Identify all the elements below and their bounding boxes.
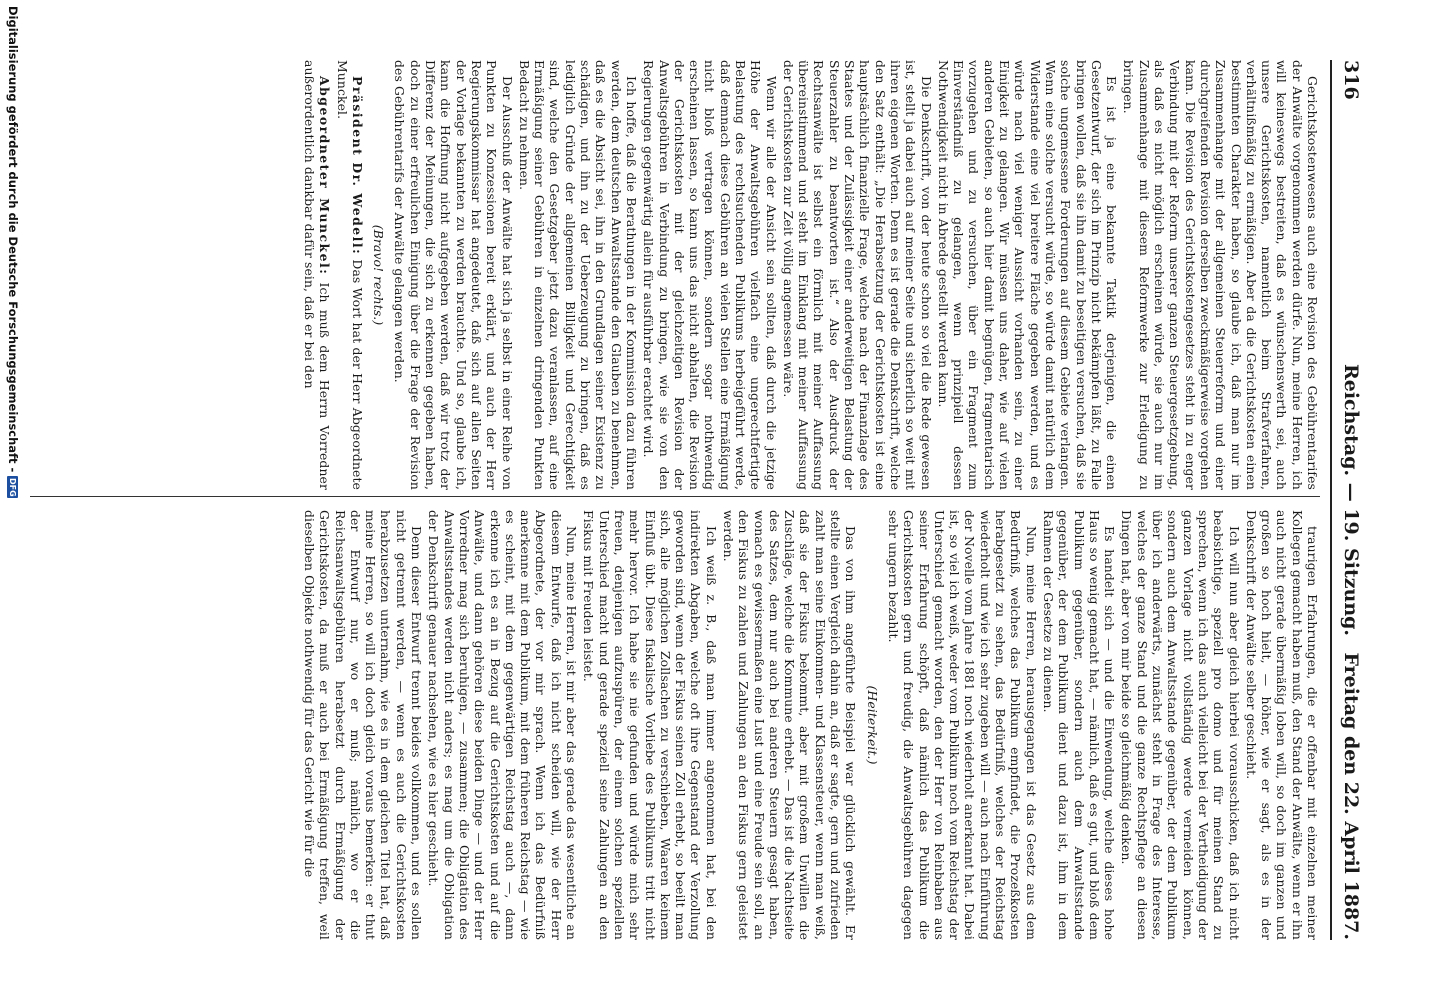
- speaker-paragraph: [334, 60, 365, 490]
- paragraph: Nun, meine Herren, herausgegangen ist das Gesetz aus dem Bedürfniß, welches das Publikum empfindet, die Prozeßkosten herabgesetzt zu sehen, das Bedürfniß, welches der Reichstag wiederholt und wie ich sehr zugeben will — auch nach Einführung der Novelle vom Jahre 1881 noch wiederholt anerkannt hat. Dabei ist, so viel ich weiß, weder vom Publikum noch vom Reichstag der Unterschied gemacht worden, den der Herr von Reinbaben aus seiner Erfahrung schöpft, daß nämlich das Publikum die Gerichtskosten gern und freudig, die Anwaltsgebühren dagegen sehr ungern bezahlt.: [885, 510, 1039, 940]
- paragraph: Wenn wir alle der Ansicht sein sollten, daß durch die jetzige Höhe der Anwaltsgebühren vielfach eine ungerechtfertigte Belastung des rechtsuchenden Publikums herbeigeführt werde, daß demnach diese Gebühren an vielen Stellen eine Ermäßigung nicht bloß vertragen können, sondern sogar nothwendig erscheinen lassen, so kann uns das nicht abhalten, die Revision der Gerichtskosten mit der gleichzeitigen Revision der Anwaltsgebühren in Verbindung zu bringen, wie sie von den Regierungen gegenwärtig allein für ausführbar erachtet wird.: [641, 60, 779, 490]
- paragraph: Ich weiß z. B., daß man immer angenommen hat, bei den indirekten Abgaben, welche oft ihre Gegenstand der Verzollung geworden sind, wenn der Fiskus seinen Zoll erhebt, so beeilt man sich, alle möglichen Zollsachen zu verschieben, Waaren keinem Einfluß übt. Diese fiskalische Vorliebe des Publikums tritt nicht mehr hervor. Ich habe sie nie gefunden und würde mich sehr freuen, denjenigen aufzuspüren, der einem solchen speziellen Unterschied macht und gerade speziell seine Zahlungen an den Fiskus mit Freuden leistet.: [581, 510, 719, 940]
- header-title: Reichstag. — 19. Sitzung.: [1340, 363, 1362, 637]
- dfg-logo-icon: DFG: [8, 478, 18, 497]
- paragraph: Der Ausschuß der Anwälte hat sich ja selbst in einer Reihe von Punkten zu Konzessionen bereit erklärt, und auch der Herr Regierungskommissar hat angedeutet, daß sich auf allen Seiten der Vorlage bekannten zu werden brauchte. Und so, glaube ich, kann die Hoffnung nicht aufgegeben werden, daß wir trotz der Differenz der Meinungen, die sich zu erkennen gegeben haben, doch zu einer erfreulichen Einigung über die Frage der Revision des Gebührentarifs der Anwälte gelangen werden.: [392, 60, 515, 490]
- paragraph: traurigen Erfahrungen, die er offenbar mit einzelnen meiner Kollegen gemacht haben muß, den Stand der Anwälte, wenn er ihn auch nicht gerade übermäßig loben will, so doch im ganzen und großen so hoch hielt, — höher, wie er sagt, als es in der Denkschrift der Anwälte selber geschieht.: [1243, 510, 1320, 940]
- speaker-text: Das Wort hat der Herr Abgeordnete Munckel.: [334, 60, 365, 490]
- paragraph: Ich will nun aber gleich hierbei vorausschicken, daß ich nicht beabsichtige, speziell pro domo und für meinen Stand zu sprechen, wenn ich das auch vielleicht bei der Vertheidigung der ganzen Vorlage nicht vollständig werde vermeiden können, sondern auch dem Anwaltsstande gegenüber, der dem Publikum über ich anderwärts, zunächst steht in Frage des Interesse, welches der ganze Stand und die ganze Rechtspflege an diesen Dingen hat, aber von mir beide so gleichmäßig denken.: [1119, 510, 1242, 940]
- stage-direction: (Heiterkeit.): [864, 685, 880, 765]
- paragraph: Es handelt sich — und die Einwendung, welche dieses hohe Haus so wenig gemacht hat, — nämlich, daß es gut, und bloß dem Publikum gegenüber, sondern auch dem Anwaltsstande gegenüber, der dem Publikum dient und dazu ist, ihm in dem Rahmen der Gesetze zu dienen.: [1040, 510, 1118, 940]
- speaker-name: Abgeordneter Munckel:: [317, 76, 333, 276]
- page-header: [1334, 60, 1362, 940]
- speaker-name: Präsident Dr. Wedell:: [349, 76, 365, 256]
- left-column: [30, 60, 1320, 490]
- paragraph: Gerichtskostenwesens auch eine Revision des Gebührentarifes der Anwälte vorgenommen werden dürfe. Nun, meine Herren, ich will keineswegs bestreiten, daß es wünschenswerth sei, auch unsere Gerichtskosten, namentlich beim Strafverfahren, verhältnißmäßig zu ermäßigen. Aber da die Gerichtskosten einen bestimmten Charakter haben, so glaube ich, daß man nur im Zusammenhange mit der allgemeinen Steuerreform und einer durchgreifenden Revision derselben zweckmäßigerweise vorgehen kann. Die Revision des Gerichtskostengesetzes steht in zu enger Verbindung mit der Reform unserer ganzen Steuergesetzgebung, als daß es nicht möglich erscheinen würde, sie auch nur im Zusammenhange mit diesem Reformwerke zur Erledigung zu bringen.: [1121, 60, 1320, 490]
- header-rule: [1330, 60, 1332, 940]
- header-date: Freitag den 22. April 1887.: [1340, 652, 1362, 940]
- paragraph: Die Denkschrift, von der heute schon so viel die Rede gewesen ist, stellt ja dabei auch auf meiner Seite und sicherlich so weit mit ihren eigenen Worten. Denn es ist gerade die Denkschrift, welche den Satz enthält: „Die Herabsetzung der Gerichtskosten ist eine hauptsächlich finanzielle Frage, welche nach der Finanzlage des Staates und der Zulässigkeit einer anderweitigen Belastung der Steuerzahler zu beantworten ist.“ Also der Ausdruck der Rechtsanwälte ist selbst ein förmlich mit meiner Auffassung übereinstimmend und steht im Einklang mit meiner Auffassung der Gerichtskosten zur Zeit völlig angemessen wäre.: [780, 60, 934, 490]
- footer-text: Digitalisierung gefördert durch die Deutsche Forschungsgemeinschaft -: [6, 6, 20, 473]
- page-number: 316: [1340, 60, 1362, 100]
- column-divider: [30, 496, 1320, 497]
- paragraph: Ich hoffe, daß die Berathungen in der Kommission dazu führen werden, dem deutschen Anwaltsstande den Glauben zu benehmen, daß es die Absicht sei, ihn in den Grundlagen seiner Existenz zu schädigen, und ihn zu der Ueberzeugung zu bringen, daß es lediglich Gründe der allgemeinen Billigkeit und Gerechtigkeit sind, welche den Gesetzgeber jetzt dazu veranlassen, auf eine Ermäßigung seiner Gebühren in einzelnen dringenden Punkten Bedacht zu nehmen.: [516, 60, 639, 490]
- paragraph: Das von ihm angeführte Beispiel war glücklich gewählt. Er stellte einen Vergleich dahin an, daß er sagte, gern und zufrieden zahlt man seine Einkommen- und Klassensteuer, wenn man weiß, daß sie der Fiskus bekommt, aber mit großem Unwillen die Zuschläge, welche die Kommune erhebt. — Das ist die Nachtseite des Satzes, dem nur auch bei anderen Steuern gesagt haben, wonach es gewissermaßen eine Lust und eine Freude sein soll, an den Fiskus zu zahlen und Zahlungen an den Fiskus gern geleistet werden.: [721, 510, 859, 940]
- paragraph: Es ist ja eine bekannte Taktik derjenigen, die einen Gesetzentwurf, der sich im Prinzip nicht bekämpfen läßt, zu Falle bringen wollen, daß sie ihn damit zu beseitigen versuchen, daß sie solche ungemessene Forderungen auf diesem Gebiete verlangen. Wenn eine solche versucht würde, so würde damit natürlich dem Widerstande eine viel breitere Fläche gegeben werden, und es würde nach viel weniger Aussicht vorhanden sein, zu einer Einigkeit zu gelangen. Wir müssen uns daher, wie auf vielen anderen Gebieten, so auch hier damit begnügen, fragmentarisch vorzugehen und zu versuchen, über ein Fragment zum Einverständniß zu gelangen, wenn prinzipiell dessen Nothwendigkeit nicht in Abrede gestellt werden kann.: [935, 60, 1120, 490]
- paragraph: Nun, meine Herren, ist mir aber das gerade das wesentliche an diesem Entwurfe, daß ich nicht scheiden will, wie der Herr Abgeordnete, der vor mir sprach. Wenn ich das Bedürfniß anerkenne mit dem Publikum, mit dem früheren Reichstag — wie es scheint, mit dem gegenwärtigen Reichstag auch —, dann erkenne ich es an in Bezug auf die Gerichtskosten und auf die Anwälte, und dann gehören diese beiden Dinge — und der Herr Vorredner mag sich beruhigen, — zusammen; die Obligation des Anwaltsstandes werden nicht anders; es mag um die Obligation der Denkschrift genauer nachsehen, wie es hier geschieht.: [426, 510, 580, 940]
- right-column: [30, 510, 1320, 940]
- speaker-text: Ich muß dem Herrn Vorredner außerordentlich dankbar dafür sein, daß er bei den: [302, 60, 333, 490]
- paragraph: Denn dieser Entwurf trennt beides vollkommen, und es sollen nicht getrennt werden, — wenn es auch die Gerichtskosten herabzusetzen unternahm, wie es in dem gleichen Titel hat, daß meine Herren, so will ich doch gleich voraus bemerken: er thut der Entwurf nur, wo er muß; nämlich, wo er die Reichsanwaltsgebühren herabsetzt durch Ermäßigung der Gerichtskosten, da muß er auch bei Ermäßigung treffen, weil dieselben Objekte nothwendig für das Gericht wie für die: [302, 510, 425, 940]
- stage-direction: (Bravo! rechts.): [371, 224, 387, 326]
- speaker-paragraph: [302, 60, 333, 490]
- digitization-footer: [2, 0, 24, 1006]
